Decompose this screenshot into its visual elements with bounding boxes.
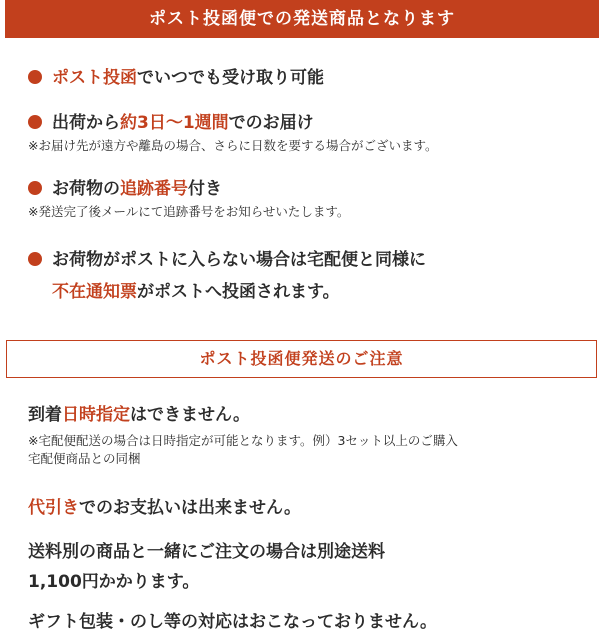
feature-highlight: 不在通知票 [52,282,137,302]
bullet-dot-icon [28,115,42,129]
bullet-dot-icon [28,252,42,266]
caution-highlight: 代引き [28,498,79,518]
feature-tracking [28,177,593,221]
caution-pre: 到着 [28,405,62,425]
feature-line1: お荷物がポストに入らない場合は宅配便と同様に [52,250,426,270]
caution-note: ※宅配便配送の場合は日時指定が可能となります。例）3セット以上のご購入 [28,433,458,448]
feature-highlight: ポスト投函 [52,68,137,88]
feature-post-delivery [28,66,593,90]
caution-item-gift [28,607,593,637]
caution-item-cod [28,493,593,523]
feature-post: がポストへ投函されます。 [137,282,340,302]
caution-line: ギフト包装・のし等の対応はおこなっておりません。 [28,612,438,632]
feature-note: ※発送完了後メールにて追跡番号をお知らせいたします。 [28,204,350,219]
feature-pre: お荷物の [52,179,120,199]
bullet-dot-icon [28,181,42,195]
bullet-dot-icon [28,70,42,84]
caution-item-datetime [28,400,593,468]
caution-line: 送料別の商品と一緒にご注文の場合は別途送料 [28,542,385,562]
caution-section-title: ポスト投函便発送のご注意 [6,340,597,378]
feature-post: 付き [188,179,222,199]
feature-post: でのお届け [228,113,314,133]
feature-post: でいつでも受け取り可能 [137,68,324,88]
feature-note: ※お届け先が遠方や離島の場合、さらに日数を要する場合がございます。 [28,138,438,153]
caution-item-shipping-fee [28,537,593,597]
feature-pre: 出荷から [52,113,120,133]
feature-absence-notice [28,244,593,308]
shipping-banner: ポスト投函便での発送商品となります [5,0,599,38]
caution-note: 宅配便商品との同梱 [28,451,141,466]
caution-post: はできません。 [130,405,251,425]
feature-delivery-time [28,111,593,155]
caution-line: 1,100円かかります。 [28,572,200,592]
caution-post: でのお支払いは出来ません。 [79,498,302,518]
caution-highlight: 日時指定 [62,405,130,425]
feature-highlight: 追跡番号 [120,179,188,199]
feature-highlight: 約3日〜1週間 [120,113,229,133]
